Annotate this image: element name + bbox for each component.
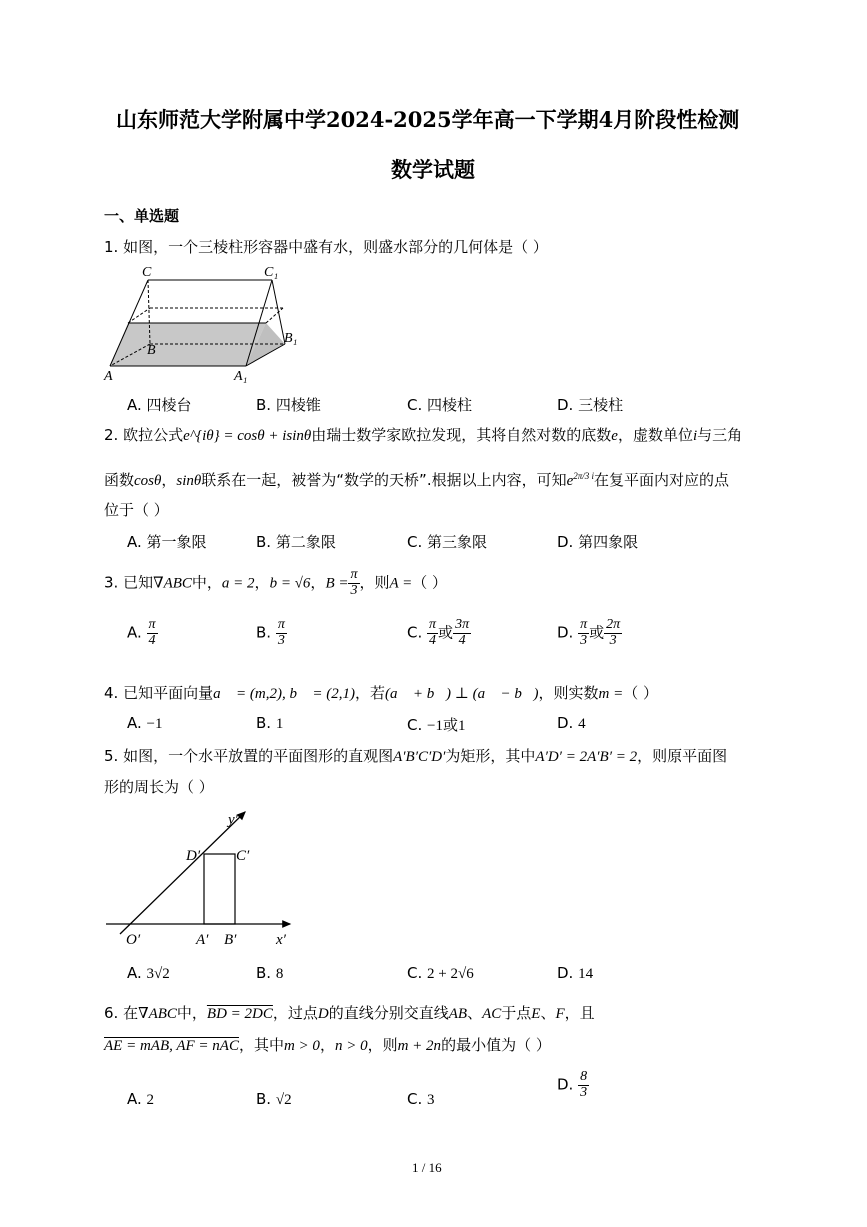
q2-option-b[interactable]: B. 第二象限 bbox=[256, 533, 336, 551]
q4-option-d[interactable]: D. 4 bbox=[557, 714, 586, 732]
q4-option-b[interactable]: B. 1 bbox=[256, 714, 284, 732]
q2-euler-formula: e^{iθ} = cosθ + isinθ bbox=[183, 428, 312, 444]
q5-option-c[interactable]: C. 2 + 2√6 bbox=[407, 964, 474, 982]
q1-option-c[interactable]: C. 四棱柱 bbox=[407, 396, 473, 414]
q5-label-b: B′ bbox=[224, 932, 237, 948]
q2-exp-base: e bbox=[566, 473, 574, 489]
q1-label-c: C bbox=[142, 265, 152, 280]
q2-option-c[interactable]: C. 第三象限 bbox=[407, 533, 488, 551]
q5-rectangle bbox=[204, 854, 235, 924]
q2-option-d[interactable]: D. 第四象限 bbox=[557, 533, 639, 551]
q1-option-b[interactable]: B. 四棱锥 bbox=[256, 396, 321, 414]
q1-option-d[interactable]: D. 三棱柱 bbox=[557, 396, 624, 414]
q4-stem: 4. 已知平面向量a⃗ = (m,2), b⃗ = (2,1)，若(a⃗ + b⃗) ⊥ (a⃗ − b⃗)，则实数m =（ ） bbox=[104, 684, 659, 702]
q5-stem-line2: 形的周长为（ ） bbox=[104, 778, 214, 796]
page-title: 山东师范大学附属中学2024-2025学年高一下学期4月阶段性检测 bbox=[116, 107, 740, 132]
q1-label-a: A bbox=[104, 369, 113, 384]
q1-label-b1: B₁ bbox=[284, 331, 298, 346]
q6-option-c[interactable]: C. 3 bbox=[407, 1090, 435, 1108]
q6-option-a[interactable]: A. 2 bbox=[127, 1090, 155, 1108]
q5-label-c: C′ bbox=[236, 848, 250, 864]
q5-oblique-figure bbox=[100, 808, 300, 950]
q6-option-b[interactable]: B. √2 bbox=[256, 1090, 292, 1108]
q1-label-b: B bbox=[147, 343, 156, 358]
q5-label-a: A′ bbox=[196, 932, 209, 948]
page-number: 1 / 16 bbox=[412, 1160, 442, 1175]
q3-stem: 3. 已知∇ABC中，a = 2，b = √6，B = $\frac{\pi}{3}$ ，则A =（ ） bbox=[104, 567, 448, 598]
q3-option-c[interactable]: C. $\frac{\pi}{4}$ 或 $\frac{3\pi}{4}$ bbox=[407, 617, 470, 648]
q6-stem-line1: 6. 在∇ABC中，BD = 2DC，过点D的直线分别交直线AB、AC于点E、F，且 bbox=[104, 1004, 595, 1022]
q5-label-x: x′ bbox=[276, 932, 286, 948]
q3-option-a[interactable]: A. $\frac{\pi}{4}$ bbox=[127, 617, 156, 648]
q6-stem-line2: AE = mAB, AF = nAC，其中m > 0，n > 0，则m + 2n的最小值为（ ） bbox=[104, 1036, 551, 1054]
q5-label-d: D′ bbox=[186, 848, 201, 864]
page-subtitle: 数学试题 bbox=[391, 157, 475, 182]
q5-stem-line1: 5. 如图，一个水平放置的平面图形的直观图A′B′C′D′为矩形，其中A′D′ = 2A′B′ = 2，则原平面图 bbox=[104, 747, 728, 765]
q6-option-d[interactable]: D. $\frac{8}{3}$ bbox=[557, 1069, 588, 1100]
q5-y-axis bbox=[120, 812, 245, 934]
q1-prism-figure bbox=[100, 262, 310, 386]
q5-label-o: O′ bbox=[126, 932, 141, 948]
q5-option-d[interactable]: D. 14 bbox=[557, 964, 594, 982]
section-heading: 一、单选题 bbox=[104, 207, 180, 225]
q2-stem-line1: 2. 欧拉公式e^{iθ} = cosθ + isinθ由瑞士数学家欧拉发现，其将自然对数的底数e，虚数单位i与三角 bbox=[104, 426, 743, 444]
q3-option-d[interactable]: D. $\frac{\pi}{3}$ 或 $\frac{2\pi}{3}$ bbox=[557, 617, 621, 648]
q2-stem-line3: 位于（ ） bbox=[104, 501, 169, 519]
q3-option-b[interactable]: B. $\frac{\pi}{3}$ bbox=[256, 617, 285, 648]
q1-stem: 1. 如图，一个三棱柱形容器中盛有水，则盛水部分的几何体是（ ） bbox=[104, 238, 548, 256]
q5-option-a[interactable]: A. 3√2 bbox=[127, 964, 170, 982]
q2-exp-power: 2π/3 i bbox=[573, 471, 595, 481]
q2-option-a[interactable]: A. 第一象限 bbox=[127, 533, 207, 551]
q4-option-c[interactable]: C. −1或1 bbox=[407, 716, 466, 734]
q5-option-b[interactable]: B. 8 bbox=[256, 964, 284, 982]
q1-option-a[interactable]: A. 四棱台 bbox=[127, 396, 192, 414]
q1-label-a1: A₁ bbox=[234, 369, 248, 384]
q1-label-c1: C₁ bbox=[264, 265, 279, 280]
q2-stem-line2: 函数cosθ，sinθ联系在一起，被誉为“数学的天桥”.根据以上内容，可知$e^{2\pi/3 i}$在复平面内对应的点 bbox=[104, 471, 730, 489]
q5-label-y: y′ bbox=[228, 812, 238, 828]
q4-option-a[interactable]: A. −1 bbox=[127, 714, 163, 732]
